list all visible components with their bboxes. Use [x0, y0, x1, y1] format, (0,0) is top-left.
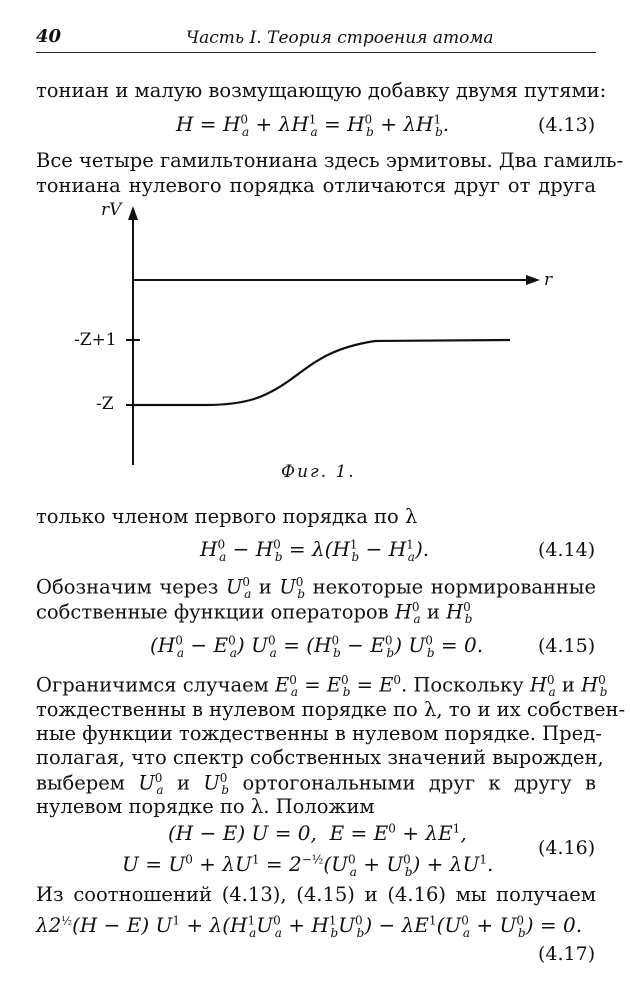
text-line-1: тониан и малую возмущающую добавку двумя путями: [36, 79, 607, 102]
text-line-11: выберем $U^0_a$ и $U^0_b$ ортогональными друг к другу в [36, 771, 596, 798]
text-line-5: Обозначим через $U^0_a$ и $U^0_b$ некоторые нормированные [36, 575, 596, 602]
text-line-3: тониана нулевого порядка отличаются друг от друга [36, 174, 596, 197]
equation-4-16a: (H − E) U = 0, $E = E^0 + \lambda E^1$, [168, 821, 467, 845]
text-line-7: Ограничимся случаем $E^0_a = E^0_b = E^0$. Поскольку $H^0_a$ и $H^0_b$ [36, 673, 608, 700]
text-line-6: собственные функции операторов $H^0_a$ и $H^0_b$ [36, 600, 473, 627]
equation-number-4-16: (4.16) [538, 837, 596, 859]
text-line-4: только членом первого порядка по λ [36, 505, 418, 528]
text-line-12: нулевом порядке по λ. Положим [36, 795, 375, 818]
text-line-2: Все четыре гамильтониана здесь эрмитовы. Два гамиль- [36, 149, 624, 172]
x-axis-arrow-icon [526, 275, 540, 285]
equation-number-4-13: (4.13) [538, 114, 596, 136]
figure-caption: Фиг. 1. [281, 462, 356, 482]
page-header [36, 26, 596, 53]
tick-label-lower: -Z [96, 394, 114, 414]
equation-number-4-17: (4.17) [538, 943, 596, 965]
y-axis-arrow-icon [128, 206, 138, 220]
equation-4-15: $(H^0_a - E^0_a) U^0_a = (H^0_b - E^0_b) U^0_b = 0$. [150, 633, 484, 660]
text-line-9: ные функции тождественны в нулевом порядке. Пред- [36, 722, 602, 745]
text-line-10: полагая, что спектр собственных значений вырожден, [36, 746, 604, 769]
page-number: 40 [36, 26, 62, 47]
tick-label-upper: -Z+1 [74, 330, 117, 350]
equation-number-4-15: (4.15) [538, 635, 596, 657]
equation-4-17: $\lambda 2^{\frac{1}{2}}(H - E) U^1 + \lambda(H^1_aU^0_a + H^1_bU^0_b) - \lambda E^1(U^0_a + U^0_b) = 0$. [36, 913, 583, 940]
equation-4-14: $H^0_a - H^0_b = \lambda(H^1_b - H^1_a)$. [200, 537, 430, 564]
x-axis-label: r [544, 270, 553, 290]
text-line-13: Из соотношений (4.13), (4.15) и (4.16) мы получаем [36, 883, 596, 906]
equation-number-4-14: (4.14) [538, 539, 596, 561]
running-head: Часть I. Теория строения атома [186, 28, 494, 48]
y-axis-label: rV [101, 200, 122, 220]
text-line-8: тождественны в нулевом порядке по λ, то и их собствен- [36, 698, 626, 721]
equation-4-16b: $U = U^0 + \lambda U^1 = 2^{-\frac{1}{2}}(U^0_a + U^0_b) + \lambda U^1$. [122, 852, 494, 879]
equation-4-13: $H = H^0_a + \lambda H^1_a = H^0_b + \lambda H^1_b$. [176, 112, 450, 139]
potential-curve [133, 340, 510, 405]
